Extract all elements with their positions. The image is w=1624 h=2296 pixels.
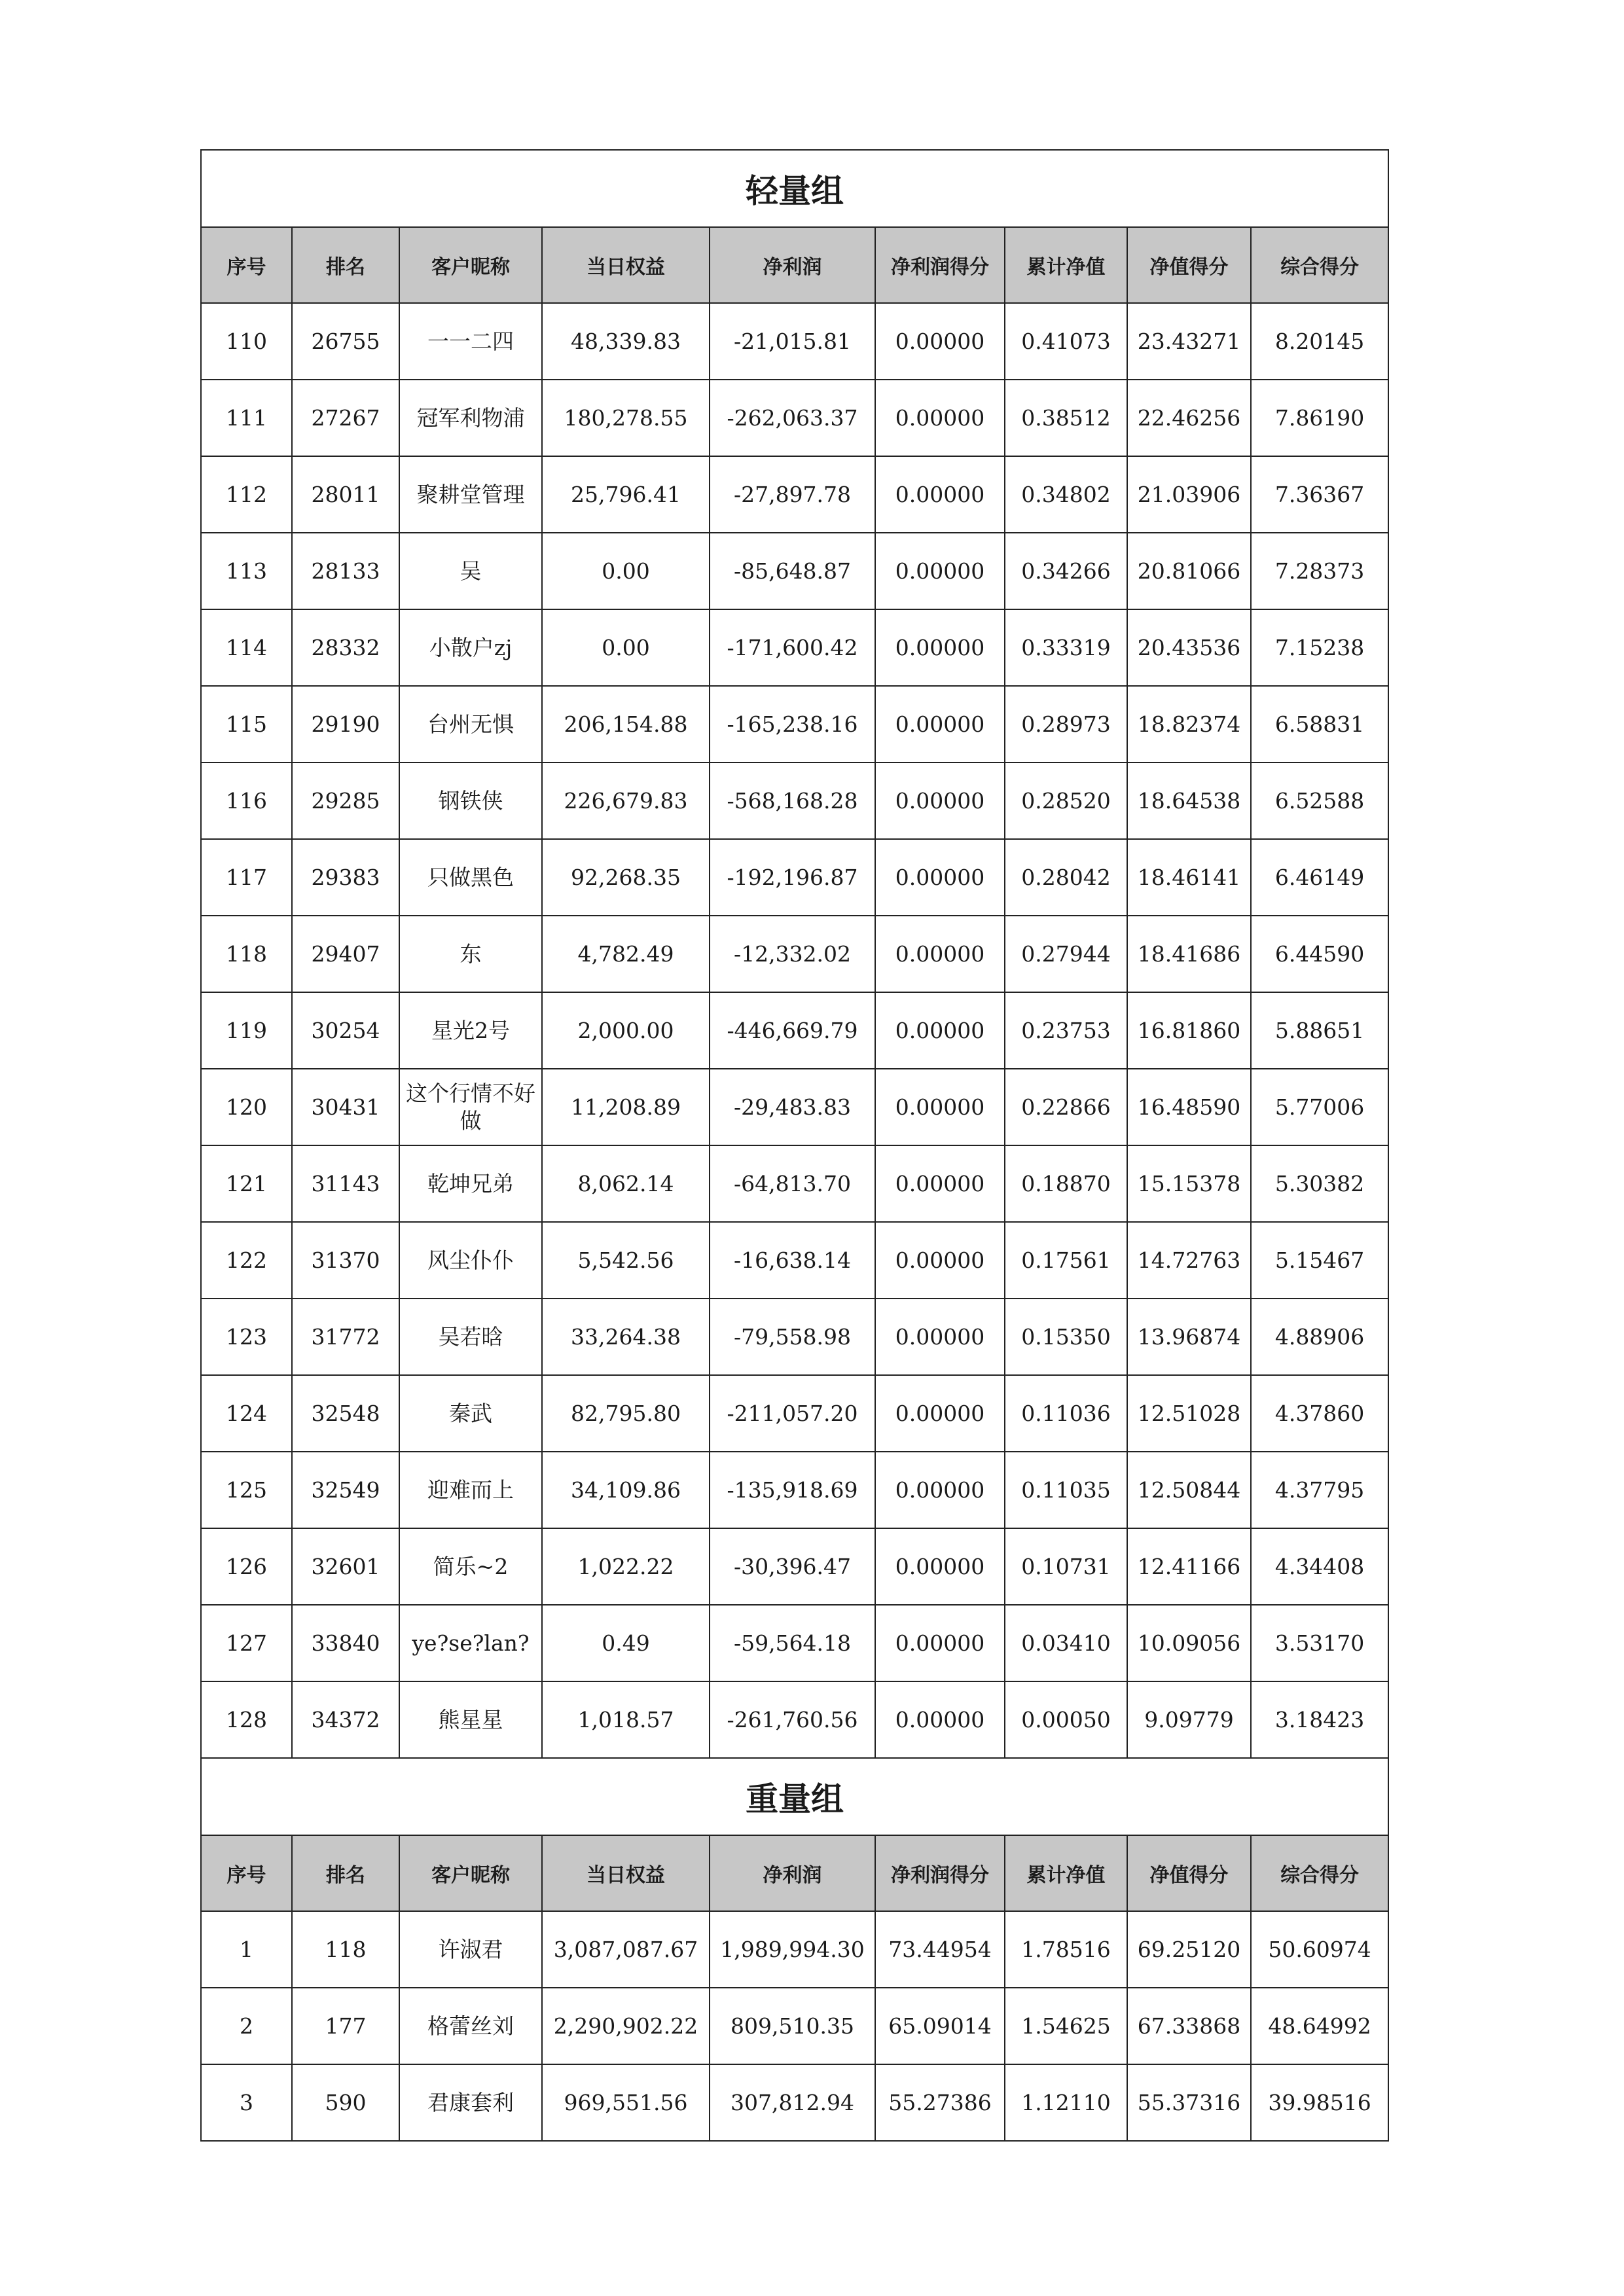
table-cell: -16,638.14 bbox=[710, 1222, 875, 1299]
table-cell: 29383 bbox=[292, 839, 399, 916]
table-row bbox=[201, 1988, 1388, 2064]
table-cell: 0.00000 bbox=[875, 992, 1005, 1069]
table-cell: 180,278.55 bbox=[542, 380, 710, 456]
column-header: 净利润得分 bbox=[875, 1835, 1005, 1911]
table-cell: 2,000.00 bbox=[542, 992, 710, 1069]
table-cell: 风尘仆仆 bbox=[399, 1222, 542, 1299]
table-cell: 969,551.56 bbox=[542, 2064, 710, 2141]
table-cell: -446,669.79 bbox=[710, 992, 875, 1069]
table-cell: 0.28042 bbox=[1005, 839, 1127, 916]
table-cell: 28133 bbox=[292, 533, 399, 609]
table-cell: 4.37860 bbox=[1251, 1375, 1388, 1452]
table-cell: 20.43536 bbox=[1127, 609, 1251, 686]
table-cell: 28332 bbox=[292, 609, 399, 686]
table-cell: -165,238.16 bbox=[710, 686, 875, 762]
table-cell: 55.27386 bbox=[875, 2064, 1005, 2141]
table-row bbox=[201, 992, 1388, 1069]
table-cell: 112 bbox=[201, 456, 292, 533]
table-cell: 121 bbox=[201, 1145, 292, 1222]
column-header: 客户昵称 bbox=[399, 1835, 542, 1911]
section-title: 重量组 bbox=[201, 1758, 1388, 1835]
table-cell: 22.46256 bbox=[1127, 380, 1251, 456]
table-cell: 73.44954 bbox=[875, 1911, 1005, 1988]
table-cell: 0.00000 bbox=[875, 456, 1005, 533]
table-cell: 32549 bbox=[292, 1452, 399, 1528]
table-cell: 0.00000 bbox=[875, 303, 1005, 380]
table-cell: 117 bbox=[201, 839, 292, 916]
table-cell: 12.51028 bbox=[1127, 1375, 1251, 1452]
column-header: 当日权益 bbox=[542, 227, 710, 303]
column-header-row bbox=[201, 227, 1388, 303]
table-cell: -27,897.78 bbox=[710, 456, 875, 533]
table-cell: 5.88651 bbox=[1251, 992, 1388, 1069]
table-cell: 0.38512 bbox=[1005, 380, 1127, 456]
table-cell: 26755 bbox=[292, 303, 399, 380]
table-cell: -135,918.69 bbox=[710, 1452, 875, 1528]
table-cell: 67.33868 bbox=[1127, 1988, 1251, 2064]
table-cell: 只做黑色 bbox=[399, 839, 542, 916]
column-header: 净利润得分 bbox=[875, 227, 1005, 303]
table-cell: 29190 bbox=[292, 686, 399, 762]
table-cell: 0.00000 bbox=[875, 533, 1005, 609]
column-header: 净值得分 bbox=[1127, 1835, 1251, 1911]
table-cell: 0.00000 bbox=[875, 762, 1005, 839]
table-cell: 3.18423 bbox=[1251, 1681, 1388, 1758]
table-cell: 0.28973 bbox=[1005, 686, 1127, 762]
table-row bbox=[201, 1681, 1388, 1758]
table-cell: 0.00 bbox=[542, 609, 710, 686]
table-cell: 14.72763 bbox=[1127, 1222, 1251, 1299]
table-cell: 0.00000 bbox=[875, 839, 1005, 916]
table-cell: 18.41686 bbox=[1127, 916, 1251, 992]
table-cell: 4.34408 bbox=[1251, 1528, 1388, 1605]
table-cell: 1 bbox=[201, 1911, 292, 1988]
table-row bbox=[201, 2064, 1388, 2141]
table-cell: 0.00000 bbox=[875, 1605, 1005, 1681]
table-cell: -192,196.87 bbox=[710, 839, 875, 916]
table-cell: 31772 bbox=[292, 1299, 399, 1375]
table-cell: 0.41073 bbox=[1005, 303, 1127, 380]
table-cell: 118 bbox=[292, 1911, 399, 1988]
table-row bbox=[201, 1299, 1388, 1375]
table-cell: 8.20145 bbox=[1251, 303, 1388, 380]
table-cell: 27267 bbox=[292, 380, 399, 456]
table-cell: 7.36367 bbox=[1251, 456, 1388, 533]
table-cell: 0.00000 bbox=[875, 1528, 1005, 1605]
section-title: 轻量组 bbox=[201, 150, 1388, 227]
table-cell: 7.15238 bbox=[1251, 609, 1388, 686]
table-cell: 34372 bbox=[292, 1681, 399, 1758]
table-cell: 48.64992 bbox=[1251, 1988, 1388, 2064]
table-cell: 1.12110 bbox=[1005, 2064, 1127, 2141]
table-cell: 16.48590 bbox=[1127, 1069, 1251, 1145]
table-cell: 29407 bbox=[292, 916, 399, 992]
table-cell: 0.33319 bbox=[1005, 609, 1127, 686]
table-cell: 20.81066 bbox=[1127, 533, 1251, 609]
table-cell: 简乐~2 bbox=[399, 1528, 542, 1605]
table-cell: -85,648.87 bbox=[710, 533, 875, 609]
table-cell: 0.00000 bbox=[875, 686, 1005, 762]
ranking-table bbox=[200, 149, 1389, 2142]
table-cell: 33840 bbox=[292, 1605, 399, 1681]
table-cell: 590 bbox=[292, 2064, 399, 2141]
column-header: 累计净值 bbox=[1005, 1835, 1127, 1911]
table-cell: 0.34802 bbox=[1005, 456, 1127, 533]
column-header: 净值得分 bbox=[1127, 227, 1251, 303]
table-cell: 秦武 bbox=[399, 1375, 542, 1452]
table-cell: 东 bbox=[399, 916, 542, 992]
table-cell: 迎难而上 bbox=[399, 1452, 542, 1528]
table-row bbox=[201, 686, 1388, 762]
table-cell: 206,154.88 bbox=[542, 686, 710, 762]
table-cell: -211,057.20 bbox=[710, 1375, 875, 1452]
column-header: 排名 bbox=[292, 227, 399, 303]
table-cell: 127 bbox=[201, 1605, 292, 1681]
table-row bbox=[201, 456, 1388, 533]
table-cell: 113 bbox=[201, 533, 292, 609]
table-cell: 21.03906 bbox=[1127, 456, 1251, 533]
table-cell: 12.41166 bbox=[1127, 1528, 1251, 1605]
table-cell: 307,812.94 bbox=[710, 2064, 875, 2141]
table-cell: -568,168.28 bbox=[710, 762, 875, 839]
ranking-sheet bbox=[200, 149, 1388, 2142]
table-cell: 0.17561 bbox=[1005, 1222, 1127, 1299]
table-cell: 50.60974 bbox=[1251, 1911, 1388, 1988]
table-cell: 31370 bbox=[292, 1222, 399, 1299]
column-header: 累计净值 bbox=[1005, 227, 1127, 303]
table-cell: 226,679.83 bbox=[542, 762, 710, 839]
table-cell: 5.77006 bbox=[1251, 1069, 1388, 1145]
table-cell: 110 bbox=[201, 303, 292, 380]
table-cell: 18.46141 bbox=[1127, 839, 1251, 916]
table-cell: 0.00000 bbox=[875, 1681, 1005, 1758]
table-cell: 125 bbox=[201, 1452, 292, 1528]
table-cell: 30431 bbox=[292, 1069, 399, 1145]
table-cell: -262,063.37 bbox=[710, 380, 875, 456]
table-row bbox=[201, 762, 1388, 839]
table-row bbox=[201, 1145, 1388, 1222]
table-cell: 0.00000 bbox=[875, 380, 1005, 456]
column-header-row bbox=[201, 1835, 1388, 1911]
table-cell: 123 bbox=[201, 1299, 292, 1375]
table-cell: 1,018.57 bbox=[542, 1681, 710, 1758]
table-cell: 116 bbox=[201, 762, 292, 839]
table-cell: 0.00000 bbox=[875, 916, 1005, 992]
table-cell: 2 bbox=[201, 1988, 292, 2064]
table-cell: 33,264.38 bbox=[542, 1299, 710, 1375]
table-cell: -79,558.98 bbox=[710, 1299, 875, 1375]
table-cell: 39.98516 bbox=[1251, 2064, 1388, 2141]
table-cell: 65.09014 bbox=[875, 1988, 1005, 2064]
table-cell: 2,290,902.22 bbox=[542, 1988, 710, 2064]
table-cell: 177 bbox=[292, 1988, 399, 2064]
table-cell: 0.28520 bbox=[1005, 762, 1127, 839]
table-cell: 君康套利 bbox=[399, 2064, 542, 2141]
table-cell: 3,087,087.67 bbox=[542, 1911, 710, 1988]
table-cell: 34,109.86 bbox=[542, 1452, 710, 1528]
table-cell: -261,760.56 bbox=[710, 1681, 875, 1758]
table-cell: 8,062.14 bbox=[542, 1145, 710, 1222]
table-cell: 3.53170 bbox=[1251, 1605, 1388, 1681]
table-row bbox=[201, 1069, 1388, 1145]
table-cell: 6.58831 bbox=[1251, 686, 1388, 762]
table-row bbox=[201, 1452, 1388, 1528]
table-cell: 11,208.89 bbox=[542, 1069, 710, 1145]
table-cell: 0.49 bbox=[542, 1605, 710, 1681]
table-row bbox=[201, 609, 1388, 686]
table-cell: 台州无惧 bbox=[399, 686, 542, 762]
table-cell: 12.50844 bbox=[1127, 1452, 1251, 1528]
table-cell: 18.82374 bbox=[1127, 686, 1251, 762]
column-header: 净利润 bbox=[710, 227, 875, 303]
table-cell: 0.00000 bbox=[875, 1222, 1005, 1299]
table-row bbox=[201, 1222, 1388, 1299]
section-title-row bbox=[201, 150, 1388, 227]
table-cell: 1,989,994.30 bbox=[710, 1911, 875, 1988]
table-cell: 15.15378 bbox=[1127, 1145, 1251, 1222]
table-cell: 0.27944 bbox=[1005, 916, 1127, 992]
table-cell: 82,795.80 bbox=[542, 1375, 710, 1452]
table-cell: 31143 bbox=[292, 1145, 399, 1222]
table-cell: 吴 bbox=[399, 533, 542, 609]
table-row bbox=[201, 303, 1388, 380]
table-cell: 30254 bbox=[292, 992, 399, 1069]
table-cell: 7.86190 bbox=[1251, 380, 1388, 456]
column-header: 综合得分 bbox=[1251, 1835, 1388, 1911]
table-cell: 0.00000 bbox=[875, 1069, 1005, 1145]
table-cell: -21,015.81 bbox=[710, 303, 875, 380]
table-cell: 115 bbox=[201, 686, 292, 762]
table-cell: 0.11036 bbox=[1005, 1375, 1127, 1452]
table-cell: 0.34266 bbox=[1005, 533, 1127, 609]
table-cell: 124 bbox=[201, 1375, 292, 1452]
table-cell: 0.15350 bbox=[1005, 1299, 1127, 1375]
table-cell: 5,542.56 bbox=[542, 1222, 710, 1299]
table-cell: 48,339.83 bbox=[542, 303, 710, 380]
table-cell: 7.28373 bbox=[1251, 533, 1388, 609]
table-cell: 4.88906 bbox=[1251, 1299, 1388, 1375]
column-header: 当日权益 bbox=[542, 1835, 710, 1911]
table-cell: 1,022.22 bbox=[542, 1528, 710, 1605]
table-cell: 9.09779 bbox=[1127, 1681, 1251, 1758]
table-row bbox=[201, 839, 1388, 916]
table-cell: 6.52588 bbox=[1251, 762, 1388, 839]
table-cell: 111 bbox=[201, 380, 292, 456]
table-cell: 冠军利物浦 bbox=[399, 380, 542, 456]
table-cell: ye?se?lan? bbox=[399, 1605, 542, 1681]
table-cell: 809,510.35 bbox=[710, 1988, 875, 2064]
table-cell: -12,332.02 bbox=[710, 916, 875, 992]
table-cell: 10.09056 bbox=[1127, 1605, 1251, 1681]
table-cell: 120 bbox=[201, 1069, 292, 1145]
table-cell: 格蕾丝刘 bbox=[399, 1988, 542, 2064]
table-cell: 32548 bbox=[292, 1375, 399, 1452]
table-cell: -64,813.70 bbox=[710, 1145, 875, 1222]
column-header: 序号 bbox=[201, 1835, 292, 1911]
table-cell: 126 bbox=[201, 1528, 292, 1605]
table-row bbox=[201, 1911, 1388, 1988]
table-cell: 钢铁侠 bbox=[399, 762, 542, 839]
table-cell: 0.00000 bbox=[875, 1299, 1005, 1375]
table-cell: 0.10731 bbox=[1005, 1528, 1127, 1605]
table-cell: -171,600.42 bbox=[710, 609, 875, 686]
table-cell: 3 bbox=[201, 2064, 292, 2141]
column-header: 排名 bbox=[292, 1835, 399, 1911]
table-cell: 55.37316 bbox=[1127, 2064, 1251, 2141]
table-cell: 一一二四 bbox=[399, 303, 542, 380]
table-cell: 聚耕堂管理 bbox=[399, 456, 542, 533]
table-cell: -59,564.18 bbox=[710, 1605, 875, 1681]
table-cell: 0.00000 bbox=[875, 1452, 1005, 1528]
column-header: 序号 bbox=[201, 227, 292, 303]
table-cell: 星光2号 bbox=[399, 992, 542, 1069]
table-cell: -30,396.47 bbox=[710, 1528, 875, 1605]
table-cell: 69.25120 bbox=[1127, 1911, 1251, 1988]
table-cell: 吴若晗 bbox=[399, 1299, 542, 1375]
table-cell: 0.11035 bbox=[1005, 1452, 1127, 1528]
table-cell: 乾坤兄弟 bbox=[399, 1145, 542, 1222]
table-row bbox=[201, 1528, 1388, 1605]
table-cell: 32601 bbox=[292, 1528, 399, 1605]
table-cell: 1.78516 bbox=[1005, 1911, 1127, 1988]
table-cell: 28011 bbox=[292, 456, 399, 533]
table-cell: 25,796.41 bbox=[542, 456, 710, 533]
table-cell: 4.37795 bbox=[1251, 1452, 1388, 1528]
table-cell: 13.96874 bbox=[1127, 1299, 1251, 1375]
table-cell: 119 bbox=[201, 992, 292, 1069]
table-cell: 小散户zj bbox=[399, 609, 542, 686]
table-cell: 18.64538 bbox=[1127, 762, 1251, 839]
table-cell: -29,483.83 bbox=[710, 1069, 875, 1145]
table-row bbox=[201, 533, 1388, 609]
table-cell: 92,268.35 bbox=[542, 839, 710, 916]
table-cell: 6.46149 bbox=[1251, 839, 1388, 916]
column-header: 净利润 bbox=[710, 1835, 875, 1911]
table-cell: 0.23753 bbox=[1005, 992, 1127, 1069]
table-cell: 128 bbox=[201, 1681, 292, 1758]
table-row bbox=[201, 1605, 1388, 1681]
table-cell: 0.22866 bbox=[1005, 1069, 1127, 1145]
table-cell: 5.30382 bbox=[1251, 1145, 1388, 1222]
table-cell: 29285 bbox=[292, 762, 399, 839]
table-cell: 这个行情不好做 bbox=[399, 1069, 542, 1145]
table-cell: 0.00 bbox=[542, 533, 710, 609]
table-cell: 1.54625 bbox=[1005, 1988, 1127, 2064]
section-title-row bbox=[201, 1758, 1388, 1835]
table-cell: 122 bbox=[201, 1222, 292, 1299]
table-cell: 4,782.49 bbox=[542, 916, 710, 992]
table-row bbox=[201, 916, 1388, 992]
column-header: 综合得分 bbox=[1251, 227, 1388, 303]
table-cell: 0.00050 bbox=[1005, 1681, 1127, 1758]
table-cell: 6.44590 bbox=[1251, 916, 1388, 992]
table-cell: 熊星星 bbox=[399, 1681, 542, 1758]
table-cell: 23.43271 bbox=[1127, 303, 1251, 380]
table-cell: 5.15467 bbox=[1251, 1222, 1388, 1299]
table-cell: 16.81860 bbox=[1127, 992, 1251, 1069]
table-row bbox=[201, 380, 1388, 456]
table-cell: 0.00000 bbox=[875, 1375, 1005, 1452]
table-cell: 118 bbox=[201, 916, 292, 992]
table-cell: 许淑君 bbox=[399, 1911, 542, 1988]
table-cell: 0.00000 bbox=[875, 1145, 1005, 1222]
table-row bbox=[201, 1375, 1388, 1452]
table-cell: 114 bbox=[201, 609, 292, 686]
table-cell: 0.18870 bbox=[1005, 1145, 1127, 1222]
table-cell: 0.03410 bbox=[1005, 1605, 1127, 1681]
table-cell: 0.00000 bbox=[875, 609, 1005, 686]
column-header: 客户昵称 bbox=[399, 227, 542, 303]
